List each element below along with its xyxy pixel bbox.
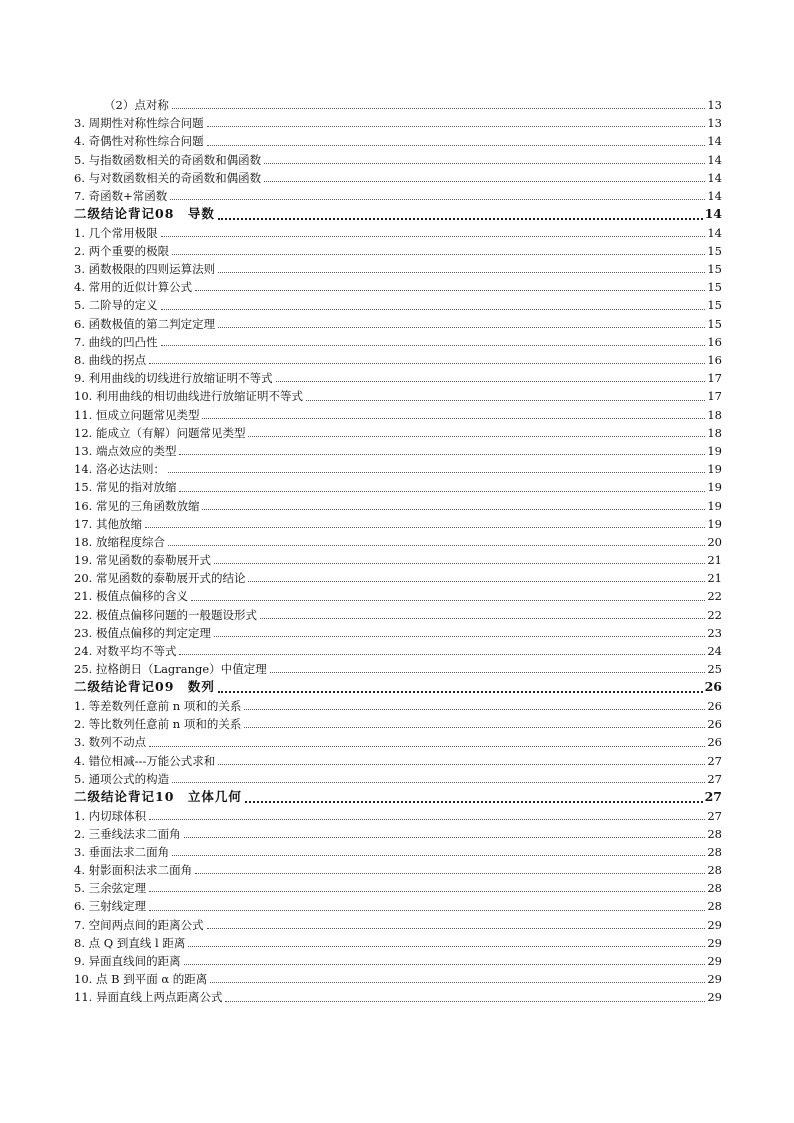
toc-entry[interactable]	[74, 406, 722, 424]
toc-entry-page-number: 22	[707, 589, 722, 604]
toc-entry-title: 3. 垂面法求二面角	[74, 844, 170, 859]
dot-leader	[225, 1001, 705, 1002]
toc-entry-title: 4. 常用的近似计算公式	[74, 280, 193, 295]
toc-entry-page-number: 27	[707, 753, 722, 768]
toc-entry-title: 2. 三垂线法求二面角	[74, 826, 181, 841]
toc-entry-title: 3. 周期性对称性综合问题	[74, 116, 204, 131]
toc-section-heading[interactable]	[74, 678, 722, 697]
toc-entry-title: 5. 二阶导的定义	[74, 298, 158, 313]
dot-leader	[202, 418, 705, 419]
toc-entry-title: （2）点对称	[104, 97, 169, 112]
toc-entry-title: 15. 常见的指对放缩	[74, 480, 177, 495]
toc-entry-page-number: 21	[707, 571, 722, 586]
toc-entry-title: 5. 通项公式的构造	[74, 771, 170, 786]
toc-entry-title: 9. 利用曲线的切线进行放缩证明不等式	[74, 371, 273, 386]
toc-entry-title: 3. 函数极限的四则运算法则	[74, 262, 216, 277]
toc-entry-page-number: 16	[707, 353, 722, 368]
toc-entry-page-number: 19	[707, 443, 722, 458]
toc-entry-page-number: 13	[707, 116, 722, 131]
dot-leader	[207, 145, 706, 146]
dot-leader	[306, 400, 705, 401]
toc-entry-page-number: 27	[704, 788, 722, 804]
toc-entry-title: 24. 对数平均不等式	[74, 644, 177, 659]
toc-entry-page-number: 15	[707, 298, 722, 313]
toc-entry[interactable]	[74, 642, 722, 660]
toc-entry-page-number: 14	[707, 188, 722, 203]
toc-entry-page-number: 14	[707, 152, 722, 167]
toc-entry-title: 7. 曲线的凹凸性	[74, 334, 158, 349]
toc-entry[interactable]	[74, 497, 722, 515]
dot-leader	[195, 290, 705, 291]
toc-entry-page-number: 20	[707, 534, 722, 549]
toc-entry[interactable]	[74, 96, 722, 114]
dot-leader	[218, 327, 705, 328]
toc-entry[interactable]	[74, 460, 722, 478]
toc-entry-title: 23. 极值点偏移的判定定理	[74, 625, 211, 640]
toc-entry[interactable]	[74, 187, 722, 205]
toc-section-heading[interactable]	[74, 205, 722, 224]
dot-leader	[264, 181, 705, 182]
toc-entry-page-number: 28	[707, 863, 722, 878]
dot-leader	[161, 236, 706, 237]
dot-leader	[270, 672, 706, 673]
toc-entry-page-number: 17	[707, 389, 722, 404]
toc-entry[interactable]	[74, 442, 722, 460]
toc-entry[interactable]	[74, 970, 722, 988]
dot-leader	[248, 581, 705, 582]
dot-leader	[184, 964, 706, 965]
dot-leader	[244, 709, 705, 710]
dot-leader	[207, 126, 706, 127]
dot-leader	[276, 381, 706, 382]
toc-entry-title: 1. 几个常用极限	[74, 225, 158, 240]
toc-entry-page-number: 18	[707, 407, 722, 422]
toc-entry-page-number: 16	[707, 334, 722, 349]
toc-entry[interactable]	[74, 952, 722, 970]
dot-leader	[161, 309, 706, 310]
toc-entry[interactable]	[74, 242, 722, 260]
toc-entry-title: 9. 异面直线间的距离	[74, 954, 181, 969]
dot-leader	[218, 272, 705, 273]
dot-leader	[149, 746, 705, 747]
toc-entry[interactable]	[74, 296, 722, 314]
toc-entry[interactable]	[74, 169, 722, 187]
toc-entry-title: 二级结论背记08 导数	[74, 206, 215, 222]
toc-entry-page-number: 18	[707, 425, 722, 440]
toc-entry[interactable]	[74, 533, 722, 551]
toc-entry-title: 3. 数列不动点	[74, 735, 147, 750]
dot-leader	[179, 491, 705, 492]
dot-leader	[188, 946, 705, 947]
toc-entry[interactable]	[74, 624, 722, 642]
dot-leader	[149, 910, 705, 911]
toc-entry-title: 18. 放缩程度综合	[74, 534, 165, 549]
toc-entry[interactable]	[74, 934, 722, 952]
toc-entry[interactable]	[74, 569, 722, 587]
toc-entry-title: 10. 利用曲线的相切曲线进行放缩证明不等式	[74, 389, 303, 404]
toc-entry[interactable]	[74, 715, 722, 733]
toc-entry-title: 二级结论背记10 立体几何	[74, 788, 242, 804]
toc-entry-title: 5. 与指数函数相关的奇函数和偶函数	[74, 152, 262, 167]
dot-leader	[145, 527, 705, 528]
toc-entry-title: 2. 等比数列任意前 n 项和的关系	[74, 717, 242, 732]
toc-entry-page-number: 15	[707, 243, 722, 258]
toc-entry-page-number: 29	[707, 954, 722, 969]
dot-leader	[168, 472, 705, 473]
toc-entry-page-number: 29	[707, 990, 722, 1005]
toc-entry-title: 20. 常见函数的泰勒展开式的结论	[74, 571, 246, 586]
toc-entry[interactable]	[74, 424, 722, 442]
dot-leader	[172, 108, 706, 109]
toc-entry[interactable]	[74, 770, 722, 788]
toc-entry-title: 16. 常见的三角函数放缩	[74, 498, 200, 513]
toc-entry-title: 4. 奇偶性对称性综合问题	[74, 134, 204, 149]
toc-entry-title: 10. 点 B 到平面 α 的距离	[74, 972, 208, 987]
toc-entry-page-number: 27	[707, 771, 722, 786]
dot-leader	[218, 691, 703, 693]
dot-leader	[214, 563, 705, 564]
toc-entry[interactable]	[74, 515, 722, 533]
dot-leader	[191, 600, 705, 601]
toc-entry-page-number: 26	[704, 679, 722, 695]
toc-entry[interactable]	[74, 315, 722, 333]
toc-entry[interactable]	[74, 807, 722, 825]
toc-entry[interactable]	[74, 660, 722, 678]
toc-entry[interactable]	[74, 151, 722, 169]
toc-entry-title: 17. 其他放缩	[74, 516, 142, 531]
toc-entry[interactable]	[74, 861, 722, 879]
toc-entry[interactable]	[74, 697, 722, 715]
dot-leader	[245, 801, 703, 803]
toc-section-heading[interactable]	[74, 788, 722, 807]
toc-entry-title: 7. 空间两点间的距离公式	[74, 917, 204, 932]
toc-entry[interactable]	[74, 369, 722, 387]
toc-entry-page-number: 19	[707, 480, 722, 495]
toc-entry-page-number: 13	[707, 97, 722, 112]
dot-leader	[149, 363, 705, 364]
dot-leader	[214, 636, 705, 637]
toc-entry[interactable]	[74, 114, 722, 132]
toc-entry-title: 13. 端点效应的类型	[74, 443, 177, 458]
toc-entry[interactable]	[74, 879, 722, 897]
toc-entry[interactable]	[74, 897, 722, 915]
toc-entry-title: 7. 奇函数+常函数	[74, 188, 168, 203]
toc-entry-page-number: 19	[707, 498, 722, 513]
toc-entry-page-number: 29	[707, 935, 722, 950]
dot-leader	[248, 436, 705, 437]
toc-entry[interactable]	[74, 587, 722, 605]
toc-entry-page-number: 14	[707, 225, 722, 240]
toc-entry-title: 4. 错位相减---万能公式求和	[74, 753, 216, 768]
toc-entry-page-number: 15	[707, 280, 722, 295]
dot-leader	[172, 782, 705, 783]
dot-leader	[195, 873, 705, 874]
toc-entry-page-number: 26	[707, 735, 722, 750]
toc-entry[interactable]	[74, 825, 722, 843]
toc-entry-page-number: 28	[707, 844, 722, 859]
toc-entry-page-number: 28	[707, 881, 722, 896]
toc-entry[interactable]	[74, 132, 722, 150]
dot-leader	[260, 618, 705, 619]
dot-leader	[172, 254, 705, 255]
dot-leader	[218, 764, 705, 765]
toc-entry-title: 11. 恒成立问题常见类型	[74, 407, 200, 422]
toc-entry-page-number: 24	[707, 644, 722, 659]
toc-entry-page-number: 14	[704, 206, 722, 222]
toc-entry[interactable]	[74, 551, 722, 569]
toc-entry-page-number: 14	[707, 170, 722, 185]
dot-leader	[149, 891, 705, 892]
dot-leader	[207, 928, 706, 929]
dot-leader	[210, 982, 705, 983]
toc-entry[interactable]	[74, 333, 722, 351]
dot-leader	[218, 218, 703, 220]
toc-entry-page-number: 27	[707, 808, 722, 823]
toc-entry-page-number: 15	[707, 262, 722, 277]
toc-entry[interactable]	[74, 988, 722, 1006]
toc-entry-page-number: 29	[707, 972, 722, 987]
toc-entry-page-number: 19	[707, 462, 722, 477]
toc-entry-title: 1. 内切球体积	[74, 808, 147, 823]
toc-entry-title: 4. 射影面积法求二面角	[74, 863, 193, 878]
toc-entry-title: 25. 拉格朗日（Lagrange）中值定理	[74, 662, 267, 677]
toc-entry-page-number: 22	[707, 607, 722, 622]
toc-entry-title: 6. 与对数函数相关的奇函数和偶函数	[74, 170, 262, 185]
toc-entry-page-number: 14	[707, 134, 722, 149]
dot-leader	[170, 199, 705, 200]
toc-entry-page-number: 28	[707, 899, 722, 914]
toc-entry[interactable]	[74, 278, 722, 296]
toc-entry-page-number: 26	[707, 698, 722, 713]
toc-entry-page-number: 19	[707, 516, 722, 531]
dot-leader	[168, 545, 705, 546]
toc-entry-page-number: 17	[707, 371, 722, 386]
toc-entry[interactable]	[74, 387, 722, 405]
toc-entry[interactable]	[74, 733, 722, 751]
toc-entry-title: 二级结论背记09 数列	[74, 679, 215, 695]
dot-leader	[179, 654, 705, 655]
toc-entry-page-number: 23	[707, 625, 722, 640]
toc-entry[interactable]	[74, 752, 722, 770]
toc-entry[interactable]	[74, 606, 722, 624]
toc-entry[interactable]	[74, 843, 722, 861]
toc-entry-title: 22. 极值点偏移问题的一般题设形式	[74, 607, 257, 622]
toc-entry-page-number: 15	[707, 316, 722, 331]
toc-entry[interactable]	[74, 351, 722, 369]
toc-entry-title: 1. 等差数列任意前 n 项和的关系	[74, 698, 242, 713]
table-of-contents	[74, 96, 722, 1007]
toc-entry-title: 14. 洛必达法则：	[74, 462, 165, 477]
toc-entry-title: 21. 极值点偏移的含义	[74, 589, 188, 604]
toc-entry-title: 2. 两个重要的极限	[74, 243, 170, 258]
dot-leader	[264, 163, 705, 164]
toc-entry-page-number: 28	[707, 826, 722, 841]
dot-leader	[172, 855, 705, 856]
toc-entry-title: 8. 曲线的拐点	[74, 353, 147, 368]
toc-entry[interactable]	[74, 260, 722, 278]
toc-entry-title: 6. 函数极值的第二判定定理	[74, 316, 216, 331]
toc-entry-page-number: 25	[707, 662, 722, 677]
dot-leader	[184, 837, 706, 838]
dot-leader	[149, 819, 705, 820]
toc-entry-title: 11. 异面直线上两点距离公式	[74, 990, 223, 1005]
toc-entry-title: 5. 三余弦定理	[74, 881, 147, 896]
toc-entry-title: 6. 三射线定理	[74, 899, 147, 914]
toc-entry[interactable]	[74, 916, 722, 934]
dot-leader	[202, 509, 705, 510]
dot-leader	[179, 454, 705, 455]
toc-entry-page-number: 29	[707, 917, 722, 932]
toc-entry-page-number: 21	[707, 553, 722, 568]
toc-entry-title: 19. 常见函数的泰勒展开式	[74, 553, 211, 568]
dot-leader	[244, 727, 705, 728]
toc-entry-page-number: 26	[707, 717, 722, 732]
toc-entry[interactable]	[74, 224, 722, 242]
toc-entry-title: 12. 能成立（有解）问题常见类型	[74, 425, 246, 440]
toc-entry-title: 8. 点 Q 到直线 l 距离	[74, 935, 186, 950]
toc-entry[interactable]	[74, 478, 722, 496]
dot-leader	[161, 345, 706, 346]
